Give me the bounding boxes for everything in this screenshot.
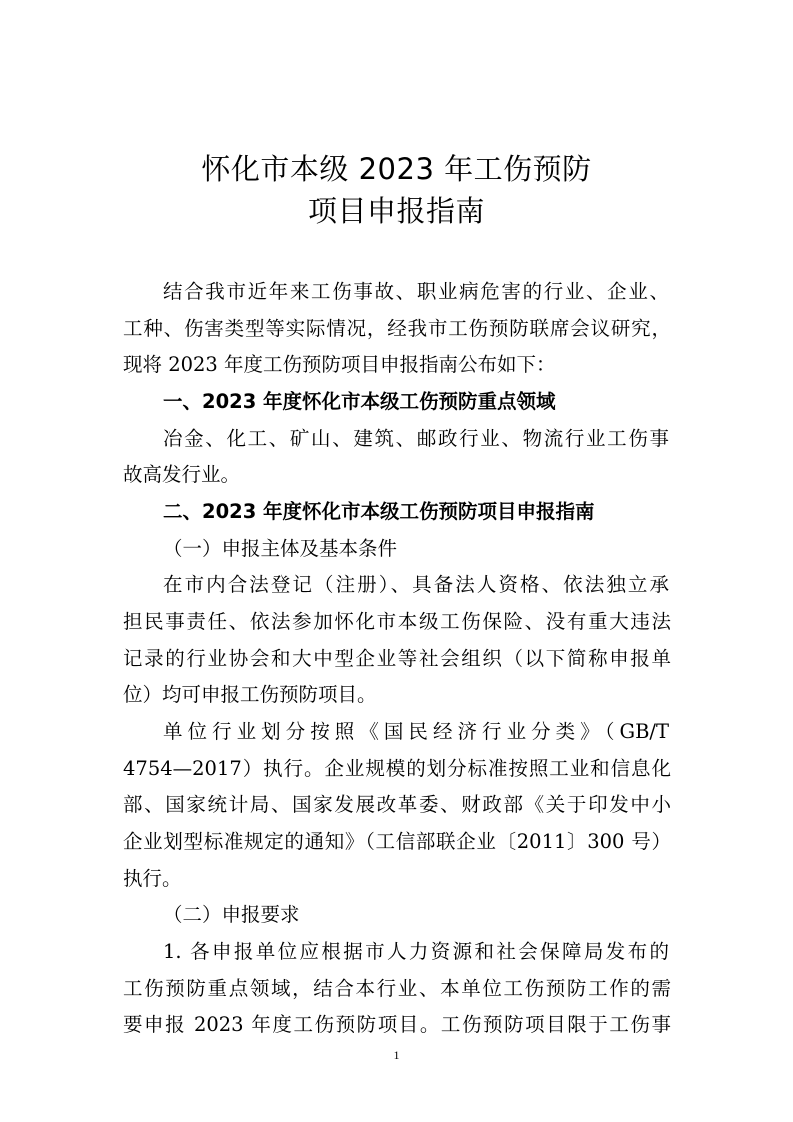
- body-line: 要申报 2023 年度工伤预防项目。工伤预防项目限于工伤事: [123, 1013, 671, 1036]
- section-heading: 一、2023 年度怀化市本级工伤预防重点领域: [163, 390, 556, 413]
- body-line: 工伤预防重点领域，结合本行业、本单位工伤预防工作的需: [123, 977, 671, 1000]
- body-line: 单位行业划分按照《国民经济行业分类》（GB/T: [163, 720, 669, 743]
- subsection-heading: （二）申报要求: [163, 903, 300, 926]
- body-line: 结合我市近年来工伤事故、职业病危害的行业、企业、: [163, 280, 669, 303]
- body-line: 部、国家统计局、国家发展改革委、财政部《关于印发中小: [123, 793, 671, 816]
- document-title-line-2: 项目申报指南: [307, 194, 485, 228]
- section-heading: 二、2023 年度怀化市本级工伤预防项目申报指南: [163, 500, 595, 523]
- body-line: 冶金、化工、矿山、建筑、邮政行业、物流行业工伤事: [163, 427, 669, 450]
- body-line: 位）均可申报工伤预防项目。: [123, 683, 377, 706]
- body-line: 故高发行业。: [123, 463, 241, 486]
- body-line: 工种、伤害类型等实际情况，经我市工伤预防联席会议研究，: [123, 317, 671, 340]
- document-title-line-1: 怀化市本级 2023 年工伤预防: [201, 152, 592, 186]
- body-line: 执行。: [123, 867, 182, 890]
- body-line: 现将 2023 年度工伤预防项目申报指南公布如下：: [123, 353, 556, 376]
- body-line: 在市内合法登记（注册）、具备法人资格、依法独立承: [163, 573, 669, 596]
- body-line: 担民事责任、依法参加怀化市本级工伤保险、没有重大违法: [123, 610, 671, 633]
- subsection-heading: （一）申报主体及基本条件: [163, 537, 398, 560]
- body-line: 4754—2017）执行。企业规模的划分标准按照工业和信息化: [123, 757, 671, 780]
- page-number: 1: [393, 1048, 400, 1062]
- body-line: 1. 各申报单位应根据市人力资源和社会保障局发布的: [163, 940, 669, 963]
- body-line: 企业划型标准规定的通知》（工信部联企业〔2011〕300 号）: [123, 830, 671, 853]
- body-line: 记录的行业协会和大中型企业等社会组织（以下简称申报单: [123, 647, 671, 670]
